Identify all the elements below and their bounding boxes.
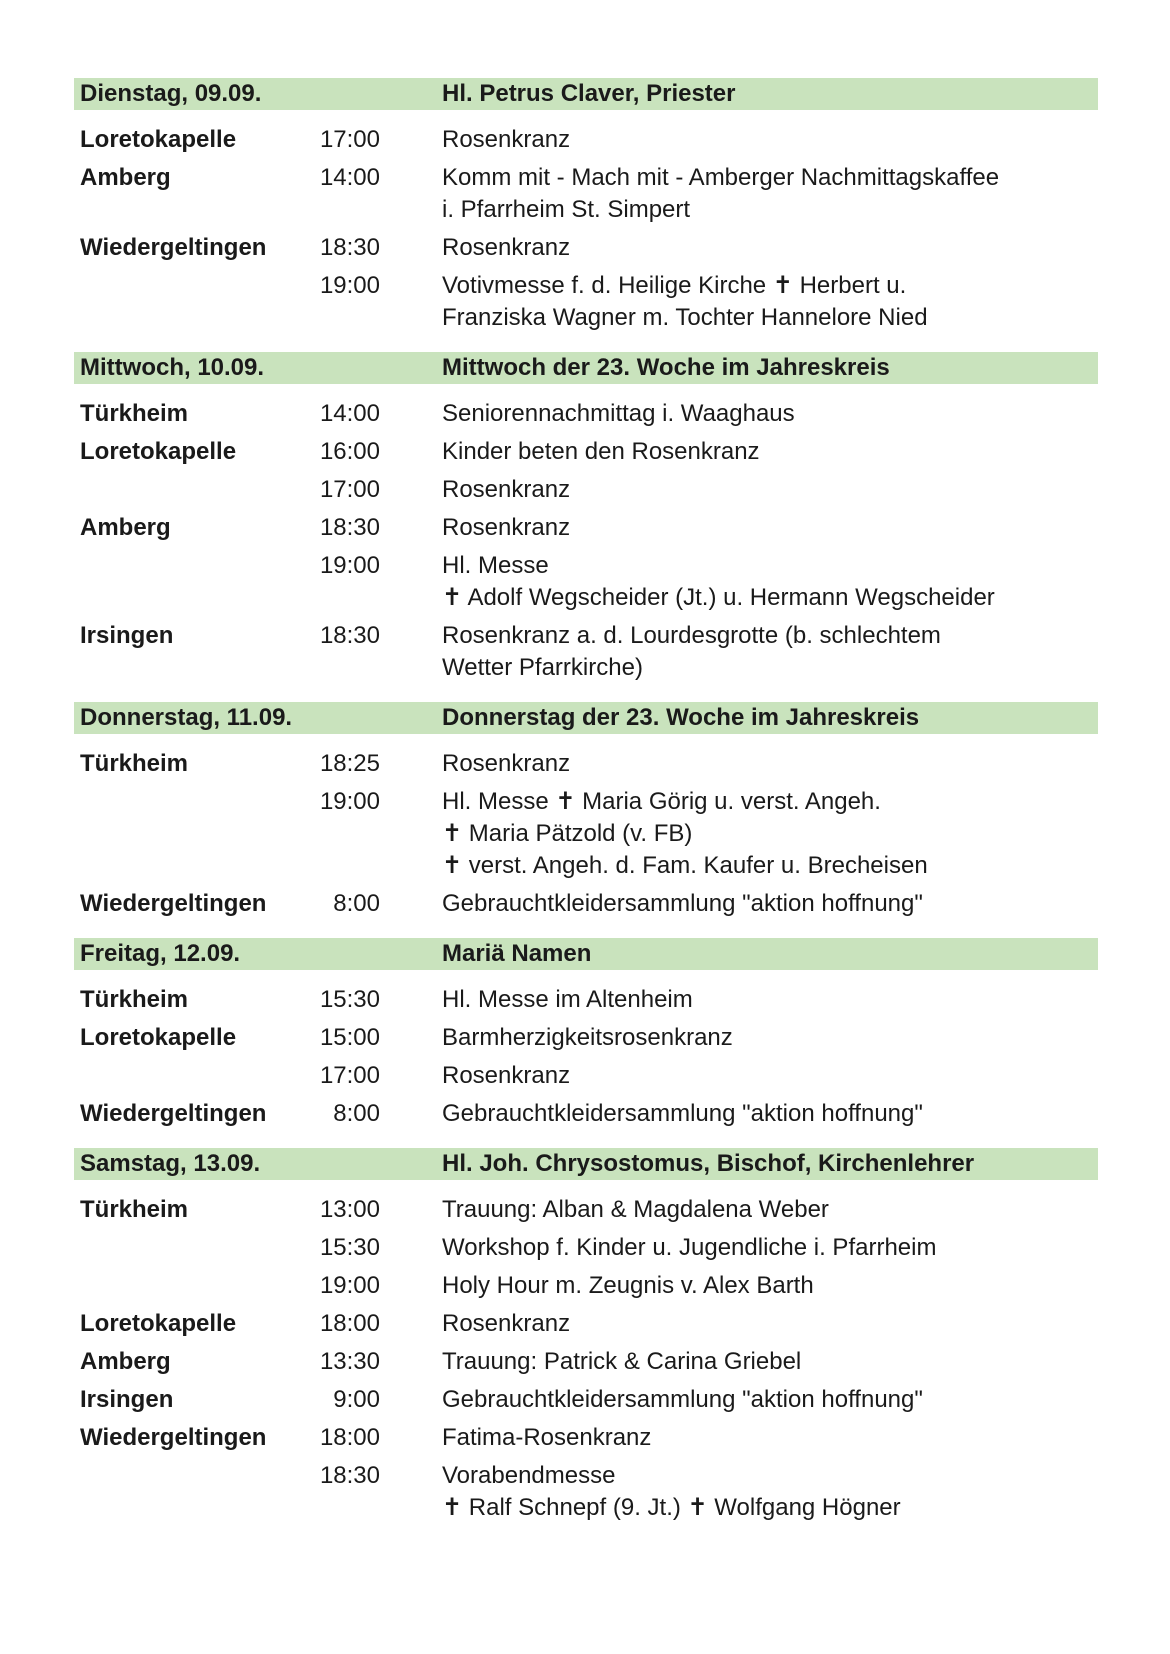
entry-row — [74, 620, 1098, 684]
day-section — [74, 938, 1098, 1140]
entry-place: Türkheim — [80, 750, 189, 777]
day-header — [74, 702, 1098, 734]
description-line: Rosenkranz a. d. Lourdesgrotte (b. schlechtem — [442, 622, 941, 649]
description-line: Franziska Wagner m. Tochter Hannelore Nied — [442, 304, 928, 331]
entry-time: 18:00 — [319, 1424, 380, 1451]
entry-description — [442, 786, 1098, 882]
description-line: i. Pfarrheim St. Simpert — [442, 196, 691, 223]
entry-row — [74, 984, 1098, 1016]
day-header — [74, 78, 1098, 110]
entry-place: Irsingen — [80, 1386, 174, 1413]
entry-description — [442, 1422, 1098, 1454]
entry-row — [74, 232, 1098, 264]
entry-description — [442, 1460, 1098, 1524]
day-date: Donnerstag, 11.09. — [80, 704, 293, 731]
description-line: Hl. Messe im Altenheim — [442, 986, 693, 1013]
entry-row — [74, 474, 1098, 506]
entry-row — [74, 1460, 1098, 1524]
description-line: Rosenkranz — [442, 476, 571, 503]
entry-row — [74, 124, 1098, 156]
entry-row — [74, 1422, 1098, 1454]
entry-description — [442, 398, 1098, 430]
entry-list — [74, 970, 1098, 1140]
entry-description — [442, 436, 1098, 468]
entry-description — [442, 1384, 1098, 1416]
entry-row — [74, 1098, 1098, 1130]
entry-time: 9:00 — [333, 1386, 380, 1413]
entry-description — [442, 1346, 1098, 1378]
entry-place: Amberg — [80, 1348, 171, 1375]
entry-place: Wiedergeltingen — [80, 1424, 267, 1451]
entry-row — [74, 162, 1098, 226]
entry-time: 14:00 — [319, 400, 380, 427]
entry-description — [442, 1060, 1098, 1092]
day-date: Freitag, 12.09. — [80, 940, 241, 967]
day-section — [74, 78, 1098, 344]
entry-place: Loretokapelle — [80, 126, 237, 153]
description-line: Rosenkranz — [442, 750, 571, 777]
description-line: Holy Hour m. Zeugnis v. Alex Barth — [442, 1272, 814, 1299]
description-line: ✝ Ralf Schnepf (9. Jt.) ✝ Wolfgang Högner — [442, 1494, 901, 1521]
description-line: Kinder beten den Rosenkranz — [442, 438, 760, 465]
entry-description — [442, 162, 1098, 226]
entry-time: 15:00 — [319, 1024, 380, 1051]
entry-time: 15:30 — [319, 986, 380, 1013]
entry-description — [442, 1308, 1098, 1340]
entry-row — [74, 888, 1098, 920]
schedule-page — [74, 78, 1098, 1542]
day-date: Mittwoch, 10.09. — [80, 354, 265, 381]
description-line: Rosenkranz — [442, 234, 571, 261]
description-line: Rosenkranz — [442, 514, 571, 541]
description-line: Gebrauchtkleidersammlung "aktion hoffnung" — [442, 890, 923, 917]
day-header — [74, 1148, 1098, 1180]
entry-description — [442, 474, 1098, 506]
entry-time: 13:30 — [319, 1348, 380, 1375]
entry-description — [442, 1232, 1098, 1264]
entry-place: Amberg — [80, 164, 171, 191]
description-line: Komm mit - Mach mit - Amberger Nachmittagskaffee — [442, 164, 1000, 191]
entry-row — [74, 1232, 1098, 1264]
entry-list — [74, 734, 1098, 930]
entry-time: 18:30 — [319, 1462, 380, 1489]
entry-list — [74, 110, 1098, 344]
description-line: Workshop f. Kinder u. Jugendliche i. Pfarrheim — [442, 1234, 937, 1261]
description-line: Wetter Pfarrkirche) — [442, 654, 643, 681]
entry-list — [74, 1180, 1098, 1534]
entry-row — [74, 1060, 1098, 1092]
entry-description — [442, 550, 1098, 614]
entry-row — [74, 398, 1098, 430]
entry-row — [74, 436, 1098, 468]
entry-row — [74, 512, 1098, 544]
description-line: Fatima-Rosenkranz — [442, 1424, 652, 1451]
entry-place: Wiedergeltingen — [80, 890, 267, 917]
entry-description — [442, 748, 1098, 780]
entry-row — [74, 786, 1098, 882]
description-line: Hl. Messe — [442, 552, 549, 579]
description-line: Hl. Messe ✝ Maria Görig u. verst. Angeh. — [442, 788, 881, 815]
day-header — [74, 352, 1098, 384]
day-section — [74, 702, 1098, 930]
day-feast: Mittwoch der 23. Woche im Jahreskreis — [442, 354, 890, 381]
entry-row — [74, 1346, 1098, 1378]
description-line: Barmherzigkeitsrosenkranz — [442, 1024, 733, 1051]
description-line: Rosenkranz — [442, 126, 571, 153]
entry-time: 18:30 — [319, 514, 380, 541]
entry-description — [442, 1098, 1098, 1130]
entry-time: 16:00 — [319, 438, 380, 465]
entry-row — [74, 1308, 1098, 1340]
entry-time: 17:00 — [319, 476, 380, 503]
entry-place: Wiedergeltingen — [80, 234, 267, 261]
entry-row — [74, 1022, 1098, 1054]
entry-time: 19:00 — [319, 788, 380, 815]
day-header — [74, 938, 1098, 970]
description-line: ✝ Maria Pätzold (v. FB) — [442, 820, 693, 847]
entry-place: Amberg — [80, 514, 171, 541]
entry-time: 19:00 — [319, 1272, 380, 1299]
entry-description — [442, 1022, 1098, 1054]
entry-place: Loretokapelle — [80, 1310, 237, 1337]
entry-description — [442, 512, 1098, 544]
day-feast: Hl. Joh. Chrysostomus, Bischof, Kirchenlehrer — [442, 1150, 975, 1177]
entry-time: 13:00 — [319, 1196, 380, 1223]
description-line: Trauung: Alban & Magdalena Weber — [442, 1196, 829, 1223]
entry-description — [442, 888, 1098, 920]
day-date: Samstag, 13.09. — [80, 1150, 261, 1177]
description-line: Gebrauchtkleidersammlung "aktion hoffnung" — [442, 1386, 923, 1413]
entry-place: Wiedergeltingen — [80, 1100, 267, 1127]
day-feast: Donnerstag der 23. Woche im Jahreskreis — [442, 704, 920, 731]
day-feast: Hl. Petrus Claver, Priester — [442, 80, 736, 107]
entry-time: 18:00 — [319, 1310, 380, 1337]
entry-list — [74, 384, 1098, 694]
description-line: Gebrauchtkleidersammlung "aktion hoffnung" — [442, 1100, 923, 1127]
entry-description — [442, 232, 1098, 264]
entry-description — [442, 270, 1098, 334]
entry-description — [442, 1194, 1098, 1226]
entry-place: Loretokapelle — [80, 1024, 237, 1051]
description-line: Votivmesse f. d. Heilige Kirche ✝ Herbert u. — [442, 272, 907, 299]
entry-place: Türkheim — [80, 986, 189, 1013]
entry-time: 18:30 — [319, 622, 380, 649]
entry-time: 19:00 — [319, 552, 380, 579]
day-date: Dienstag, 09.09. — [80, 80, 262, 107]
entry-time: 17:00 — [319, 126, 380, 153]
description-line: Trauung: Patrick & Carina Griebel — [442, 1348, 802, 1375]
description-line: ✝ verst. Angeh. d. Fam. Kaufer u. Brecheisen — [442, 852, 928, 879]
entry-place: Türkheim — [80, 1196, 189, 1223]
entry-row — [74, 270, 1098, 334]
entry-time: 14:00 — [319, 164, 380, 191]
entry-description — [442, 620, 1098, 684]
entry-place: Irsingen — [80, 622, 174, 649]
entry-time: 17:00 — [319, 1062, 380, 1089]
entry-description — [442, 984, 1098, 1016]
entry-time: 18:30 — [319, 234, 380, 261]
entry-time: 19:00 — [319, 272, 380, 299]
entry-description — [442, 124, 1098, 156]
day-feast: Mariä Namen — [442, 940, 592, 967]
description-line: ✝ Adolf Wegscheider (Jt.) u. Hermann Wegscheider — [442, 584, 995, 611]
entry-description — [442, 1270, 1098, 1302]
entry-row — [74, 1194, 1098, 1226]
description-line: Seniorennachmittag i. Waaghaus — [442, 400, 795, 427]
entry-time: 8:00 — [333, 1100, 380, 1127]
entry-place: Türkheim — [80, 400, 189, 427]
entry-place: Loretokapelle — [80, 438, 237, 465]
entry-time: 15:30 — [319, 1234, 380, 1261]
description-line: Rosenkranz — [442, 1310, 571, 1337]
entry-time: 18:25 — [319, 750, 380, 777]
entry-row — [74, 1384, 1098, 1416]
entry-row — [74, 748, 1098, 780]
description-line: Rosenkranz — [442, 1062, 571, 1089]
day-section — [74, 1148, 1098, 1534]
entry-row — [74, 1270, 1098, 1302]
description-line: Vorabendmesse — [442, 1462, 616, 1489]
day-section — [74, 352, 1098, 694]
entry-row — [74, 550, 1098, 614]
entry-time: 8:00 — [333, 890, 380, 917]
